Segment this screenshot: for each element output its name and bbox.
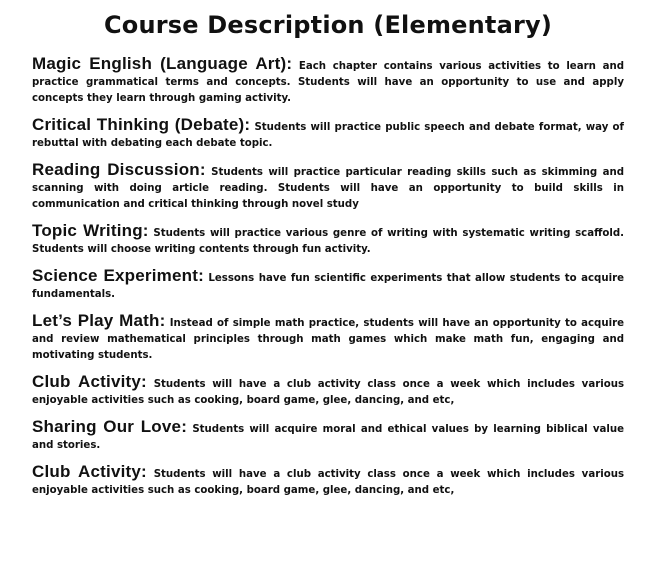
- course-name: Let’s Play Math:: [32, 311, 166, 330]
- course-entry: [32, 223, 624, 258]
- course-description: Students will practice public speech and debate format, way of rebuttal with debating each debate topic.: [32, 122, 624, 149]
- course-description: Instead of simple math practice, students will have an opportunity to acquire and review mathematical principles through math games which make math fun, engaging and motivating students.: [32, 318, 624, 361]
- course-entry: [32, 117, 624, 152]
- course-name: Topic Writing:: [32, 221, 149, 240]
- course-entry: [32, 374, 624, 409]
- course-description: Students will have a club activity class once a week which includes various enjoyable activities such as cooking, board game, glee, dancing, and etc,: [32, 379, 625, 406]
- course-description: Lessons have fun scientific experiments that allow students to acquire fundamentals.: [32, 273, 624, 300]
- course-entry: [32, 419, 624, 454]
- course-entry: [32, 162, 624, 213]
- course-name: Club Activity:: [32, 462, 147, 481]
- course-name: Sharing Our Love:: [32, 417, 188, 436]
- page-title: Course Description (Elementary): [103, 11, 553, 39]
- course-name: Club Activity:: [32, 372, 147, 391]
- course-entry: [32, 56, 624, 107]
- course-description: Students will practice particular reading skills such as skimming and scanning with doing article reading. Students will have an opportunity to build skills in communication and critical thinking through novel study: [32, 167, 625, 210]
- course-description: Students will acquire moral and ethical values by learning biblical value and stories.: [32, 424, 624, 451]
- course-description: Each chapter contains various activities to learn and practice grammatical terms and concepts. Students will have an opportunity to use and apply concepts they learn through gaming activity.: [32, 61, 624, 104]
- course-name: Science Experiment:: [32, 266, 204, 285]
- course-entry: [32, 464, 624, 499]
- course-name: Reading Discussion:: [32, 160, 206, 179]
- course-entry: [32, 268, 624, 303]
- course-entry: [32, 313, 624, 364]
- course-description: Students will practice various genre of writing with systematic writing scaffold. Students will choose writing contents through fun activity.: [32, 228, 624, 255]
- course-name: Critical Thinking (Debate):: [32, 115, 251, 134]
- course-description: Students will have a club activity class once a week which includes various enjoyable activities such as cooking, board game, glee, dancing, and etc,: [32, 469, 625, 496]
- course-name: Magic English (Language Art):: [32, 54, 293, 73]
